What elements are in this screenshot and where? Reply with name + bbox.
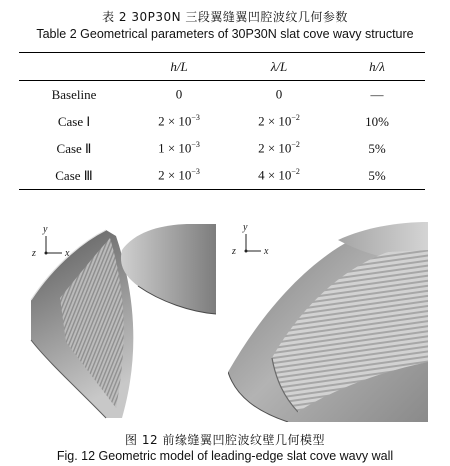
cell-ratio: — [370,86,384,102]
cell-case: Case Ⅱ [56,140,92,156]
slat-render-closeup [228,222,428,422]
cell-ratio: 5% [368,167,386,183]
cell-h: $2 \times 10^{-3}$ [158,167,200,183]
cell-lambda: 0 [275,86,283,102]
header-h-over-l: h/L [170,58,188,74]
axis-triad-icon [231,222,269,257]
cell-h: $1 \times 10^{-3}$ [158,140,200,156]
table-row [19,81,425,109]
axis-triad-icon [31,224,70,259]
axis-label-y: y [43,224,48,235]
parameter-table [19,52,425,190]
cell-lambda: $2 \times 10^{-2}$ [258,140,300,156]
slat-render-overview [26,222,216,422]
cell-h: 0 [175,86,183,102]
axis-label-x: x [264,246,269,257]
axis-label-z: z [32,248,36,259]
table-row [19,108,425,135]
cell-case: Case Ⅰ [57,113,91,129]
table-row [19,162,425,190]
cell-lambda: $2 \times 10^{-2}$ [258,113,300,129]
table-caption-en: Table 2 Geometrical parameters of 30P30N slat cove wavy structure [36,27,414,41]
table-caption-zh: 表 2 30P30N 三段翼缝翼凹腔波纹几何参数 [102,10,348,24]
figure-caption-zh: 图 12 前缘缝翼凹腔波纹壁几何模型 [125,433,325,447]
header-case [19,53,129,81]
axis-label-y: y [243,222,248,233]
figure-caption-en: Fig. 12 Geometric model of leading-edge slat cove wavy wall [56,449,394,463]
axis-label-z: z [232,246,236,257]
cell-ratio: 5% [368,140,386,156]
cell-h: $2 \times 10^{-3}$ [158,113,200,129]
cell-ratio: 10% [365,113,389,129]
table-header-row [19,53,425,81]
header-lambda-over-l: λ/L [270,58,288,74]
cell-case: Case Ⅲ [55,167,93,183]
cell-case: Baseline [51,86,97,102]
cell-lambda: $4 \times 10^{-2}$ [258,167,300,183]
header-h-over-lambda: h/λ [369,58,385,74]
table-row [19,135,425,162]
axis-label-x: x [65,248,70,259]
